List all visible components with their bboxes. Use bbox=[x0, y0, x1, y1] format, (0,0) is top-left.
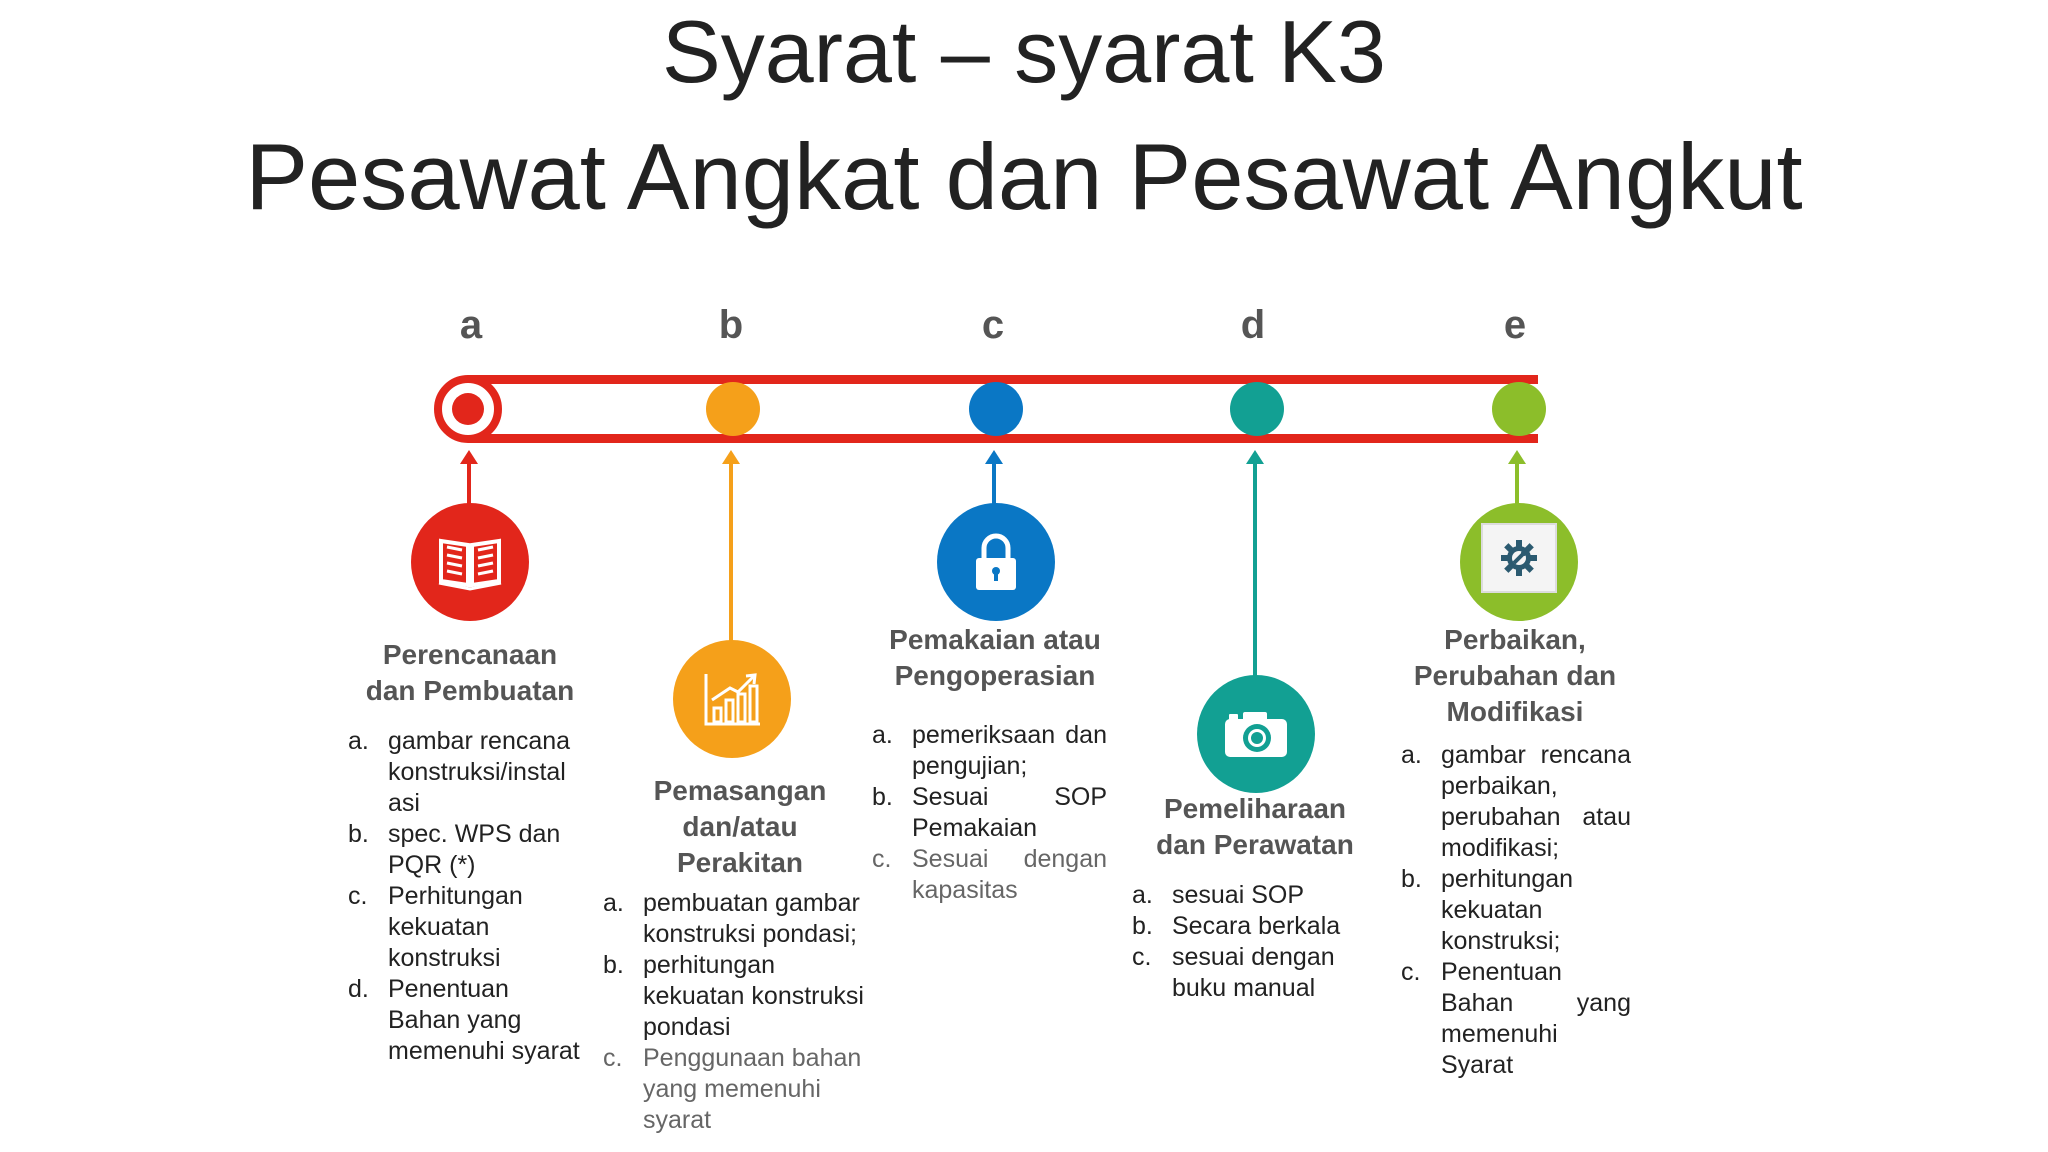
list-marker: c. bbox=[1132, 943, 1152, 971]
list-marker: c. bbox=[603, 1044, 623, 1072]
step-b-heading-line-3: Perakitan bbox=[676, 847, 804, 878]
step-c-heading-line-1: Pemakaian atau bbox=[889, 624, 1101, 655]
list-item-text: Sesuai SOP Pemakaian bbox=[912, 783, 1107, 842]
list-item-text: Sesuai dengan kapasitas bbox=[912, 845, 1107, 904]
connector-c bbox=[992, 462, 996, 504]
timeline-marker-c bbox=[969, 382, 1023, 436]
list-item-text: gambar rencana konstruksi/instal asi bbox=[388, 727, 571, 817]
gear-wrench-icon bbox=[1499, 538, 1539, 578]
list-item bbox=[1132, 880, 1382, 911]
list-item bbox=[348, 819, 588, 881]
list-item bbox=[872, 720, 1107, 782]
step-d-requirements-list bbox=[1132, 880, 1382, 1004]
step-b-requirements-list bbox=[603, 888, 873, 1136]
list-item bbox=[348, 974, 588, 1067]
step-a-heading-line-2: dan Pembuatan bbox=[365, 675, 575, 706]
list-item-text: Penentuan Bahan yang memenuhi Syarat bbox=[1441, 958, 1631, 1079]
connector-e bbox=[1515, 462, 1519, 504]
list-item bbox=[1401, 864, 1631, 957]
timeline-marker-a-core bbox=[452, 393, 484, 425]
step-a-heading bbox=[330, 637, 610, 709]
step-b-heading-line-1: Pemasangan bbox=[653, 775, 827, 806]
step-letter-e: e bbox=[1503, 303, 1527, 347]
step-c-icon-badge bbox=[937, 503, 1055, 621]
list-marker: b. bbox=[348, 820, 369, 848]
arrowhead-b bbox=[722, 450, 740, 464]
timeline-marker-e bbox=[1492, 382, 1546, 436]
list-marker: b. bbox=[1132, 912, 1153, 940]
step-b-heading-line-2: dan/atau bbox=[682, 811, 798, 842]
arrowhead-d bbox=[1246, 450, 1264, 464]
connector-a bbox=[467, 462, 471, 504]
list-item bbox=[603, 950, 873, 1043]
list-marker: b. bbox=[872, 783, 893, 811]
camera-icon bbox=[1223, 709, 1289, 759]
list-item-text: perhitungan kekuatan konstruksi pondasi bbox=[643, 951, 864, 1041]
step-letter-a: a bbox=[459, 303, 483, 347]
step-d-heading-line-1: Pemeliharaan bbox=[1163, 793, 1347, 824]
arrowhead-e bbox=[1508, 450, 1526, 464]
list-item-text: pemeriksaan dan pengujian; bbox=[912, 721, 1107, 780]
list-item bbox=[872, 782, 1107, 844]
list-item-text: Penentuan Bahan yang memenuhi syarat bbox=[388, 975, 580, 1065]
padlock-icon bbox=[972, 532, 1020, 592]
list-item bbox=[348, 881, 588, 974]
list-marker: a. bbox=[603, 889, 624, 917]
step-letter-c: c bbox=[981, 303, 1005, 347]
monitor-frame bbox=[1481, 523, 1557, 593]
list-marker: a. bbox=[872, 721, 893, 749]
step-letter-d: d bbox=[1240, 303, 1266, 347]
step-a-requirements-list bbox=[348, 726, 588, 1067]
step-b-heading bbox=[600, 773, 880, 881]
arrowhead-c bbox=[985, 450, 1003, 464]
step-c-requirements-list bbox=[872, 720, 1107, 906]
list-item-text: Perhitungan kekuatan konstruksi bbox=[388, 882, 523, 972]
connector-b bbox=[729, 462, 733, 642]
list-item bbox=[872, 844, 1107, 906]
timeline-marker-b bbox=[706, 382, 760, 436]
timeline-marker-d bbox=[1230, 382, 1284, 436]
list-item bbox=[1132, 911, 1382, 942]
step-e-requirements-list bbox=[1401, 740, 1631, 1081]
step-a-icon-badge bbox=[411, 503, 529, 621]
list-item bbox=[603, 888, 873, 950]
arrowhead-a bbox=[460, 450, 478, 464]
step-c-heading bbox=[850, 622, 1140, 694]
page-subtitle: Pesawat Angkat dan Pesawat Angkut bbox=[245, 124, 1803, 229]
list-marker: c. bbox=[348, 882, 368, 910]
list-item bbox=[348, 726, 588, 819]
list-item-text: sesuai dengan buku manual bbox=[1172, 943, 1335, 1002]
step-e-heading bbox=[1370, 622, 1660, 730]
list-marker: b. bbox=[603, 951, 624, 979]
step-e-heading-line-3: Modifikasi bbox=[1446, 696, 1584, 727]
step-e-heading-line-1: Perbaikan, bbox=[1444, 624, 1586, 655]
list-marker: c. bbox=[1401, 958, 1421, 986]
list-marker: a. bbox=[1132, 881, 1153, 909]
list-marker: a. bbox=[348, 727, 369, 755]
step-e-heading-line-2: Perubahan dan bbox=[1413, 660, 1617, 691]
list-item-text: perhitungan kekuatan konstruksi; bbox=[1441, 865, 1574, 955]
list-item-text: Secara berkala bbox=[1172, 912, 1341, 940]
list-item-text: gambar rencana perbaikan, perubahan atau modifikasi; bbox=[1441, 741, 1631, 862]
list-item bbox=[603, 1043, 873, 1136]
list-item-text: sesuai SOP bbox=[1172, 881, 1305, 909]
timeline-marker-a bbox=[434, 375, 502, 443]
step-d-heading bbox=[1115, 791, 1395, 863]
list-marker: d. bbox=[348, 975, 369, 1003]
step-a-heading-line-1: Perencanaan bbox=[382, 639, 558, 670]
list-item-text: pembuatan gambar konstruksi pondasi; bbox=[643, 889, 860, 948]
list-item bbox=[1401, 740, 1631, 864]
step-c-heading-line-2: Pengoperasian bbox=[894, 660, 1096, 691]
connector-d bbox=[1253, 462, 1257, 680]
step-b-icon-badge bbox=[673, 640, 791, 758]
list-marker: a. bbox=[1401, 741, 1422, 769]
step-e-icon-badge bbox=[1460, 503, 1578, 621]
list-marker: c. bbox=[872, 845, 892, 873]
list-item bbox=[1132, 942, 1382, 1004]
step-d-heading-line-2: dan Perawatan bbox=[1156, 829, 1354, 860]
step-d-icon-badge bbox=[1197, 675, 1315, 793]
list-item-text: Penggunaan bahan yang memenuhi syarat bbox=[643, 1044, 862, 1134]
bar-chart-growth-icon bbox=[702, 670, 762, 728]
list-item-text: spec. WPS dan PQR (*) bbox=[388, 820, 561, 879]
list-marker: b. bbox=[1401, 865, 1422, 893]
list-item bbox=[1401, 957, 1631, 1081]
open-book-icon bbox=[437, 533, 503, 591]
page-title: Syarat – syarat K3 bbox=[662, 2, 1386, 101]
timeline-rail-bottom bbox=[468, 434, 1538, 443]
step-letter-b: b bbox=[718, 303, 744, 347]
